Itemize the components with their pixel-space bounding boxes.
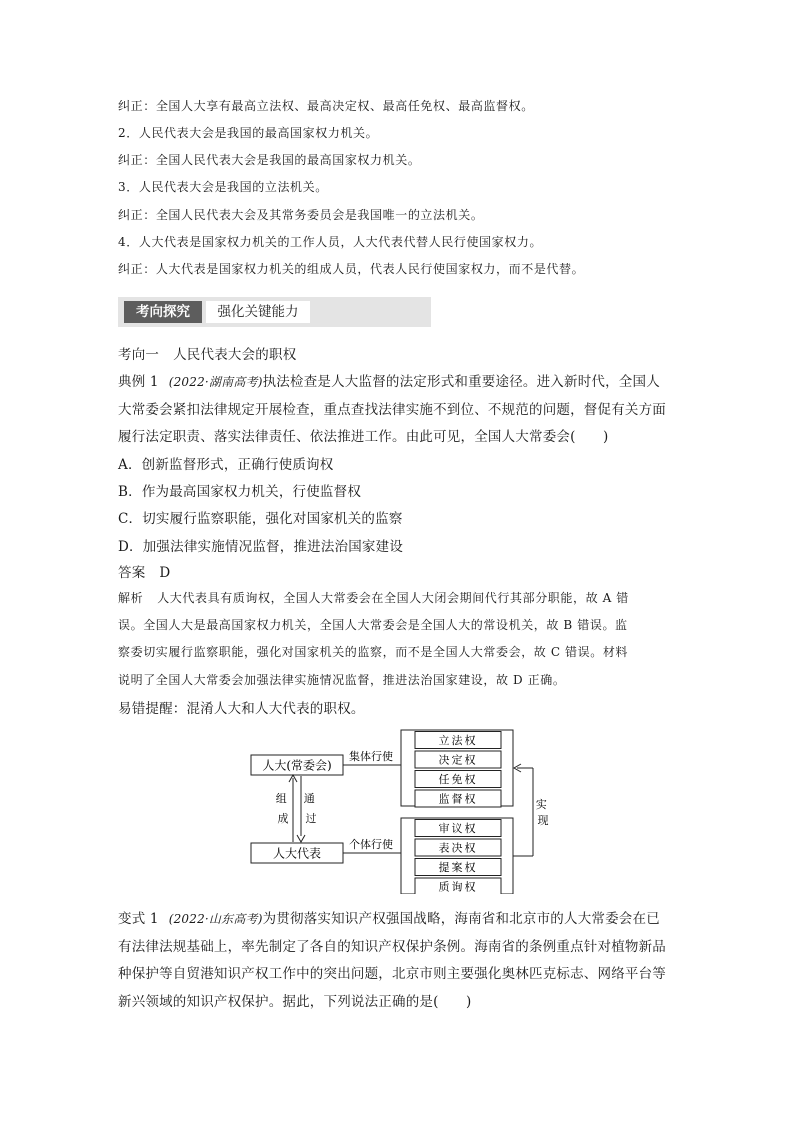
- analysis-text: 人大代表具有质询权，全国人大常委会在全国人大闭会期间代行其部分职能，故 A 错: [157, 591, 629, 605]
- example-text: 执法检查是人大监督的法定形式和重要途径。进入新时代，全国人: [262, 374, 660, 390]
- option-d: D．加强法律实施情况监督，推进法治国家建设: [118, 539, 404, 555]
- npc-power-label: 监督权: [438, 792, 478, 806]
- error-tip: [118, 697, 365, 717]
- variant-1-line-1: [118, 907, 660, 927]
- example-label: 典例 1: [118, 374, 159, 390]
- analysis-line-3: 察委切实履行监察职能，强化对国家机关的监察，而不是全国人大常委会，故 C 错误。材料: [118, 645, 629, 659]
- bottom-powers: [415, 820, 501, 895]
- correction-text: 全国人大享有最高立法权、最高决定权、最高任免权、最高监督权。: [155, 99, 534, 113]
- correction-line-3: [118, 206, 483, 223]
- elect-char-1: 通: [303, 792, 315, 805]
- statement-number: 3．: [118, 180, 139, 194]
- statement-number: 4．: [118, 235, 139, 249]
- deputy-power-label: 表决权: [438, 841, 478, 855]
- elect-char-2: 过: [305, 812, 317, 825]
- correction-text: 全国人民代表大会是我国的最高国家权力机关。: [155, 153, 421, 167]
- npc-power-label: 任免权: [438, 773, 478, 786]
- statement-line-4: [118, 233, 542, 250]
- realize-char-2: 现: [537, 814, 549, 827]
- compose-label: [276, 792, 291, 825]
- tip-label: 易错提醒：: [118, 701, 187, 717]
- section-tag: 考向探究: [124, 301, 202, 323]
- npc-power-label: 立法权: [438, 734, 478, 747]
- deputy-power-label: 提案权: [438, 861, 478, 874]
- elect-label: [304, 792, 319, 825]
- statement-line-2: [118, 124, 378, 141]
- statement-number: 2．: [118, 126, 139, 140]
- variant-1-line-3: 种保护等自贸港知识产权工作中的突出问题，北京市则主要强化奥林匹克标志、网络平台等: [118, 966, 666, 982]
- topic-title: 人民代表大会的职权: [173, 347, 297, 363]
- statement-text: 人民代表大会是我国的最高国家权力机关。: [138, 126, 379, 140]
- statement-text: 人大代表是国家权力机关的工作人员，人大代表代替人民行使国家权力。: [138, 235, 543, 249]
- option-c: C．切实履行监察职能，强化对国家机关的监察: [118, 511, 403, 527]
- section-header: [118, 297, 431, 327]
- option-b: B．作为最高国家权力机关，行使监督权: [118, 484, 362, 500]
- analysis-line-4: 说明了全国人大常委会加强法律实施情况监督，推进法治国家建设，故 D 正确。: [118, 673, 566, 687]
- correction-line-1: [118, 97, 534, 114]
- elect-arrow-head: [297, 835, 305, 842]
- statement-text: 人民代表大会是我国的立法机关。: [138, 180, 328, 194]
- powers-diagram: [245, 722, 565, 898]
- correction-label: 纠正：: [118, 99, 156, 113]
- correction-line-2: [118, 151, 420, 168]
- variant-source: (2022·山东高考): [168, 912, 263, 926]
- answer-label: 答案: [118, 565, 146, 581]
- example-1-line-1: [118, 370, 660, 390]
- correction-label: 纠正：: [118, 262, 156, 276]
- example-1-line-3: 履行法定职责、落实法律责任、依法推进工作。由此可见，全国人大常委会( ): [118, 429, 609, 445]
- variant-label: 变式 1: [118, 911, 159, 927]
- answer-line: [118, 561, 170, 581]
- deputy-power-label: 质询权: [438, 880, 478, 894]
- correction-text: 人大代表是国家权力机关的组成人员，代表人民行使国家权力，而不是代替。: [155, 262, 585, 276]
- topic-heading: [118, 343, 296, 363]
- statement-line-3: [118, 178, 328, 195]
- analysis-line-1: [118, 589, 629, 606]
- tip-text: 混淆人大和人大代表的职权。: [186, 701, 365, 717]
- compose-char-2: 成: [277, 812, 289, 825]
- collective-label: 集体行使: [349, 750, 393, 763]
- analysis-label: 解析: [118, 591, 144, 605]
- option-a: A．创新监督形式，正确行使质询权: [118, 457, 334, 473]
- deputy-box-label: 人大代表: [272, 846, 322, 861]
- example-1-line-2: 大常委会紧扣法律规定开展检查，重点查找法律实施不到位、不规范的问题，督促有关方面: [118, 402, 666, 418]
- variant-1-line-4: 新兴领域的知识产权保护。据此，下列说法正确的是( ): [118, 994, 472, 1010]
- realize-char-1: 实: [535, 798, 547, 811]
- compose-char-1: 组: [275, 792, 287, 805]
- correction-line-4: [118, 260, 584, 277]
- analysis-line-2: 误。全国人大是最高国家权力机关，全国人大常委会是全国人大的常设机关，故 B 错误。监: [118, 618, 628, 632]
- variant-text: 为贯彻落实知识产权强国战略，海南省和北京市的人大常委会在已: [262, 911, 660, 927]
- example-source: (2022·湖南高考): [168, 375, 263, 389]
- topic-label: 考向一: [118, 347, 160, 363]
- correction-label: 纠正：: [118, 153, 156, 167]
- correction-text: 全国人民代表大会及其常务委员会是我国唯一的立法机关。: [155, 208, 484, 222]
- answer-value: D: [159, 565, 171, 581]
- correction-label: 纠正：: [118, 208, 156, 222]
- section-title: 强化关键能力: [206, 301, 310, 323]
- npc-box-label: 人大(常委会): [262, 758, 332, 773]
- top-powers: [415, 732, 501, 808]
- realize-label: [536, 798, 551, 827]
- npc-power-label: 决定权: [438, 753, 478, 767]
- individual-label: 个体行使: [349, 838, 393, 851]
- deputy-power-label: 审议权: [438, 822, 478, 835]
- variant-1-line-2: 有法律法规基础上，率先制定了各自的知识产权保护条例。海南省的条例重点针对植物新品: [118, 939, 666, 955]
